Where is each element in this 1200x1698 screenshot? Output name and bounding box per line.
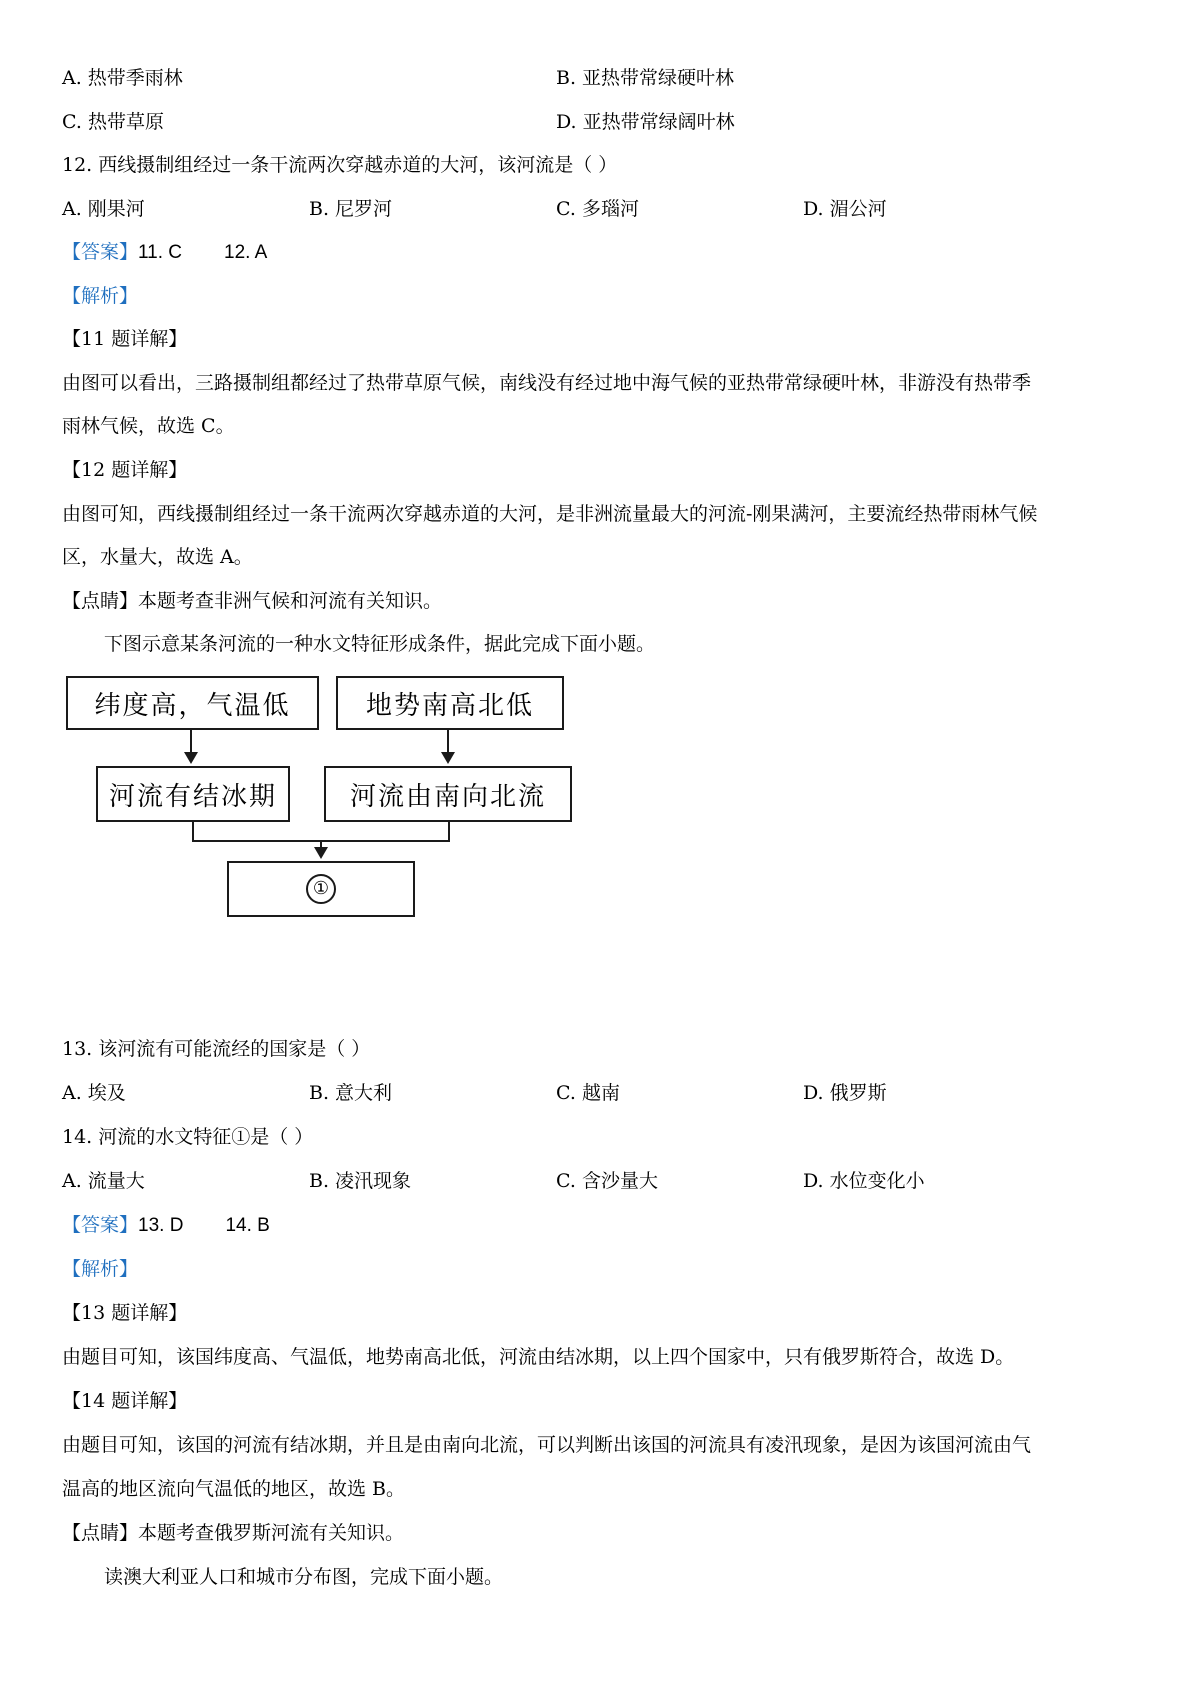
detail-13-title: 【13 题详解】 <box>62 1302 188 1324</box>
q13-option-d: D. 俄罗斯 <box>803 1082 887 1104</box>
detail-12-title: 【12 题详解】 <box>62 459 188 481</box>
q11-option-d: D. 亚热带常绿阔叶林 <box>556 111 735 133</box>
analysis-tag-1: 【解析】 <box>62 285 139 307</box>
answer-12: 12. A <box>224 242 268 263</box>
q13-option-c: C. 越南 <box>556 1082 620 1104</box>
flow-arrow-icon <box>314 847 328 859</box>
tip-1: 【点睛】本题考查非洲气候和河流有关知识。 <box>62 590 443 612</box>
q14-stem: 14. 河流的水文特征①是（ ） <box>62 1126 314 1148</box>
detail-11-line2: 雨林气候，故选 C。 <box>62 415 235 437</box>
flow-box-result <box>227 861 415 917</box>
detail-12-line2: 区，水量大，故选 A。 <box>62 546 253 568</box>
answer-14: 14. B <box>225 1215 270 1236</box>
answer-block-2 <box>62 1213 270 1238</box>
detail-11-title: 【11 题详解】 <box>62 328 188 350</box>
intro-next: 读澳大利亚人口和城市分布图，完成下面小题。 <box>104 1566 504 1588</box>
intro-flowchart: 下图示意某条河流的一种水文特征形成条件，据此完成下面小题。 <box>104 633 656 655</box>
flow-connector <box>192 820 194 840</box>
q14-option-d: D. 水位变化小 <box>803 1170 925 1192</box>
flow-box-freeze: 河流有结冰期 <box>96 766 290 822</box>
detail-12-line1: 由图可知，西线摄制组经过一条干流两次穿越赤道的大河，是非洲流量最大的河流-刚果满河，主要流经热带雨林气候 <box>62 503 1038 525</box>
q13-stem: 13. 该河流有可能流经的国家是（ ） <box>62 1038 371 1060</box>
flow-arrow-icon <box>441 752 455 764</box>
flow-box-latitude: 纬度高，气温低 <box>66 676 319 730</box>
flow-box-direction: 河流由南向北流 <box>324 766 572 822</box>
q14-option-b: B. 凌汛现象 <box>309 1170 412 1192</box>
q12-option-c: C. 多瑙河 <box>556 198 639 220</box>
q13-option-a: A. 埃及 <box>62 1082 126 1104</box>
flow-connector <box>190 728 192 754</box>
flow-result-label: ① <box>306 874 336 904</box>
flow-box-terrain: 地势南高北低 <box>336 676 564 730</box>
q11-option-b: B. 亚热带常绿硬叶林 <box>556 67 735 89</box>
q13-option-b: B. 意大利 <box>309 1082 393 1104</box>
q12-option-b: B. 尼罗河 <box>309 198 393 220</box>
q12-stem: 12. 西线摄制组经过一条干流两次穿越赤道的大河，该河流是（ ） <box>62 154 618 176</box>
q14-option-a: A. 流量大 <box>62 1170 145 1192</box>
detail-11-line1: 由图可以看出，三路摄制组都经过了热带草原气候，南线没有经过地中海气候的亚热带常绿硬叶林，非游没有热带季 <box>62 372 1032 394</box>
flow-connector <box>447 728 449 754</box>
detail-14-title: 【14 题详解】 <box>62 1390 188 1412</box>
q14-option-c: C. 含沙量大 <box>556 1170 658 1192</box>
tip-2: 【点睛】本题考查俄罗斯河流有关知识。 <box>62 1522 405 1544</box>
analysis-tag-2: 【解析】 <box>62 1258 139 1280</box>
detail-14-line1: 由题目可知，该国的河流有结冰期，并且是由南向北流，可以判断出该国的河流具有凌汛现象，是因为该国河流由气 <box>62 1434 1032 1456</box>
detail-13-line1: 由题目可知，该国纬度高、气温低，地势南高北低，河流由结冰期，以上四个国家中，只有俄罗斯符合，故选 D。 <box>62 1346 1015 1368</box>
flow-connector <box>448 820 450 840</box>
detail-14-line2: 温高的地区流向气温低的地区，故选 B。 <box>62 1478 406 1500</box>
answer-block-1 <box>62 240 267 265</box>
q11-option-a: A. 热带季雨林 <box>62 67 183 89</box>
answer-tag: 【答案】 <box>62 241 139 263</box>
answer-13: 13. D <box>138 1215 184 1236</box>
q11-option-c: C. 热带草原 <box>62 111 164 133</box>
flow-arrow-icon <box>184 752 198 764</box>
q12-option-a: A. 刚果河 <box>62 198 145 220</box>
answer-tag: 【答案】 <box>62 1214 139 1236</box>
answer-11: 11. C <box>138 242 183 263</box>
q12-option-d: D. 湄公河 <box>803 198 887 220</box>
